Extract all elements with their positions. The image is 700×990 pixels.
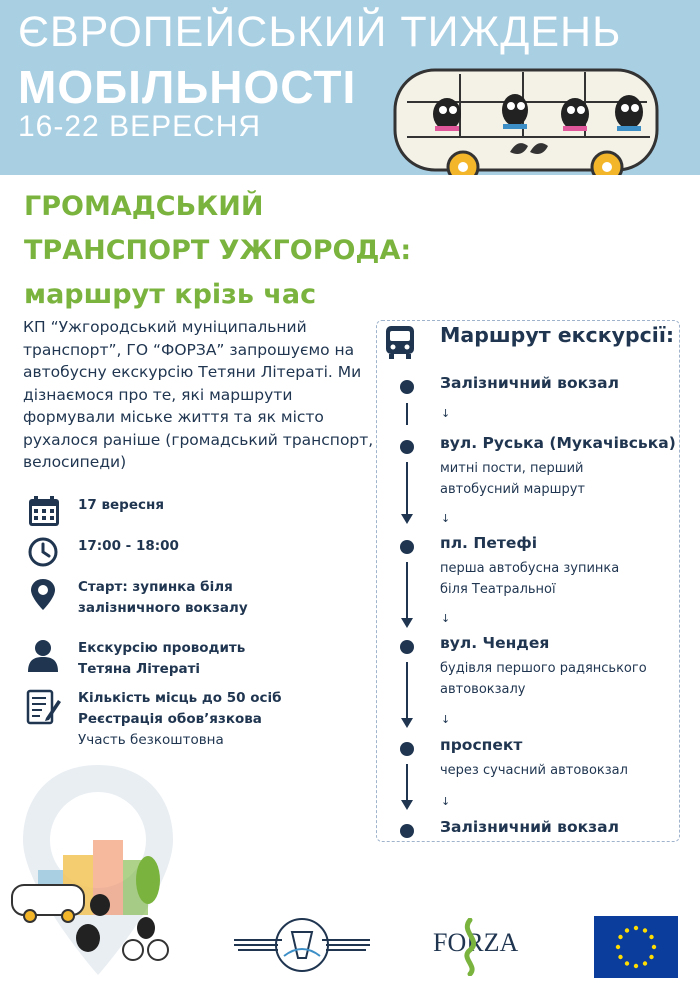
intro-paragraph: КП “Ужгородський муніципальний транспорт”, ГО “ФОРЗА” запрошуємо на автобусну екскурсію Тетяни Літераті. Ми дізнаємося про те, які маршрути формували міське життя та як місто рухалося раніше (громадський транспорт, велосипеди) [23, 318, 374, 471]
route-stop-3-desc [440, 558, 619, 600]
guide-line2: Тетяна Літераті [78, 661, 201, 677]
bus-icon [384, 324, 416, 360]
forza-leaf-icon [456, 918, 486, 976]
route-small-arrow: ↓ [441, 512, 451, 525]
route-stop-4-desc-line2: автовокзалу [440, 682, 526, 697]
route-stop-dot [400, 640, 414, 654]
route-small-arrow: ↓ [441, 713, 451, 726]
header-title-line1: ЄВРОПЕЙСЬКИЙ ТИЖДЕНЬ [18, 8, 622, 56]
header-title-line2: МОБІЛЬНОСТІ [18, 61, 357, 113]
route-stop-5-desc: через сучасний автовокзал [440, 763, 628, 778]
places-text: Кількість місць до 50 осіб [78, 690, 282, 706]
guide-line1: Екскурсію проводить [78, 640, 246, 656]
info-start [24, 577, 364, 621]
route-line [406, 403, 408, 425]
registration-text [78, 688, 282, 751]
date-text: 17 вересня [78, 497, 165, 513]
eu-flag-icon [594, 916, 678, 978]
route-heading: Маршрут екскурсії: [440, 323, 675, 347]
route-line [406, 462, 408, 514]
route-arrow-icon [401, 800, 413, 810]
calendar-icon [24, 495, 64, 529]
registration-required-text: Реєстрація обов’язкова [78, 711, 262, 727]
route-stop-1: Залізничний вокзал [440, 374, 619, 392]
registration-form-icon [24, 688, 64, 728]
route-stop-2: вул. Руська (Мукачівська) [440, 434, 676, 452]
route-stop-3-desc-line2: біля Театральної [440, 582, 556, 597]
route-line [406, 662, 408, 718]
route-stop-3: пл. Петефі [440, 534, 538, 552]
route-stop-dot [400, 742, 414, 756]
info-date [24, 495, 364, 529]
route-arrow-icon [401, 718, 413, 728]
route-stop-6: Залізничний вокзал [440, 818, 619, 836]
info-time [24, 536, 364, 570]
free-participation-text: Участь безкоштовна [78, 732, 224, 748]
info-guide [24, 638, 364, 682]
route-stop-dot [400, 440, 414, 454]
location-pin-icon [24, 577, 64, 611]
start-text [78, 577, 248, 619]
start-line2: залізничного вокзалу [78, 600, 248, 616]
header-dates: 16-22 ВЕРЕСНЯ [18, 110, 262, 143]
route-stop-dot [400, 824, 414, 838]
route-line [406, 562, 408, 618]
route-stop-4-desc-line1: будівля першого радянського [440, 661, 647, 676]
route-stop-2-desc-line1: митні пости, перший [440, 461, 584, 476]
event-title-line2: ТРАНСПОРТ УЖГОРОДА: [24, 235, 412, 266]
route-stop-dot [400, 540, 414, 554]
route-small-arrow: ↓ [441, 407, 451, 420]
event-title-line3: маршрут крізь час [24, 279, 317, 310]
route-arrow-icon [401, 618, 413, 628]
info-registration [24, 688, 364, 752]
clock-icon [24, 536, 64, 570]
route-stop-2-desc-line2: автобусний маршрут [440, 482, 585, 497]
event-title-line1: ГРОМАДСЬКИЙ [24, 191, 264, 222]
header-banner [0, 0, 700, 175]
route-stop-3-desc-line1: перша автобусна зупинка [440, 561, 620, 576]
forza-logo: FORZA [433, 928, 519, 957]
city-pin-illustration [8, 760, 188, 985]
guide-text [78, 638, 245, 680]
route-small-arrow: ↓ [441, 795, 451, 808]
person-icon [24, 638, 64, 672]
route-line [406, 764, 408, 800]
event-title [24, 185, 411, 317]
time-text: 17:00 - 18:00 [78, 538, 179, 554]
route-arrow-icon [401, 514, 413, 524]
start-line1: Старт: зупинка біля [78, 579, 233, 595]
route-stop-2-desc [440, 458, 585, 500]
uzhhorod-transport-logo [232, 912, 372, 978]
route-stop-5: проспект [440, 736, 523, 754]
route-stop-4-desc [440, 658, 647, 700]
bus-illustration [385, 62, 670, 187]
route-stop-4: вул. Чендея [440, 634, 550, 652]
route-stop-dot [400, 380, 414, 394]
route-small-arrow: ↓ [441, 612, 451, 625]
